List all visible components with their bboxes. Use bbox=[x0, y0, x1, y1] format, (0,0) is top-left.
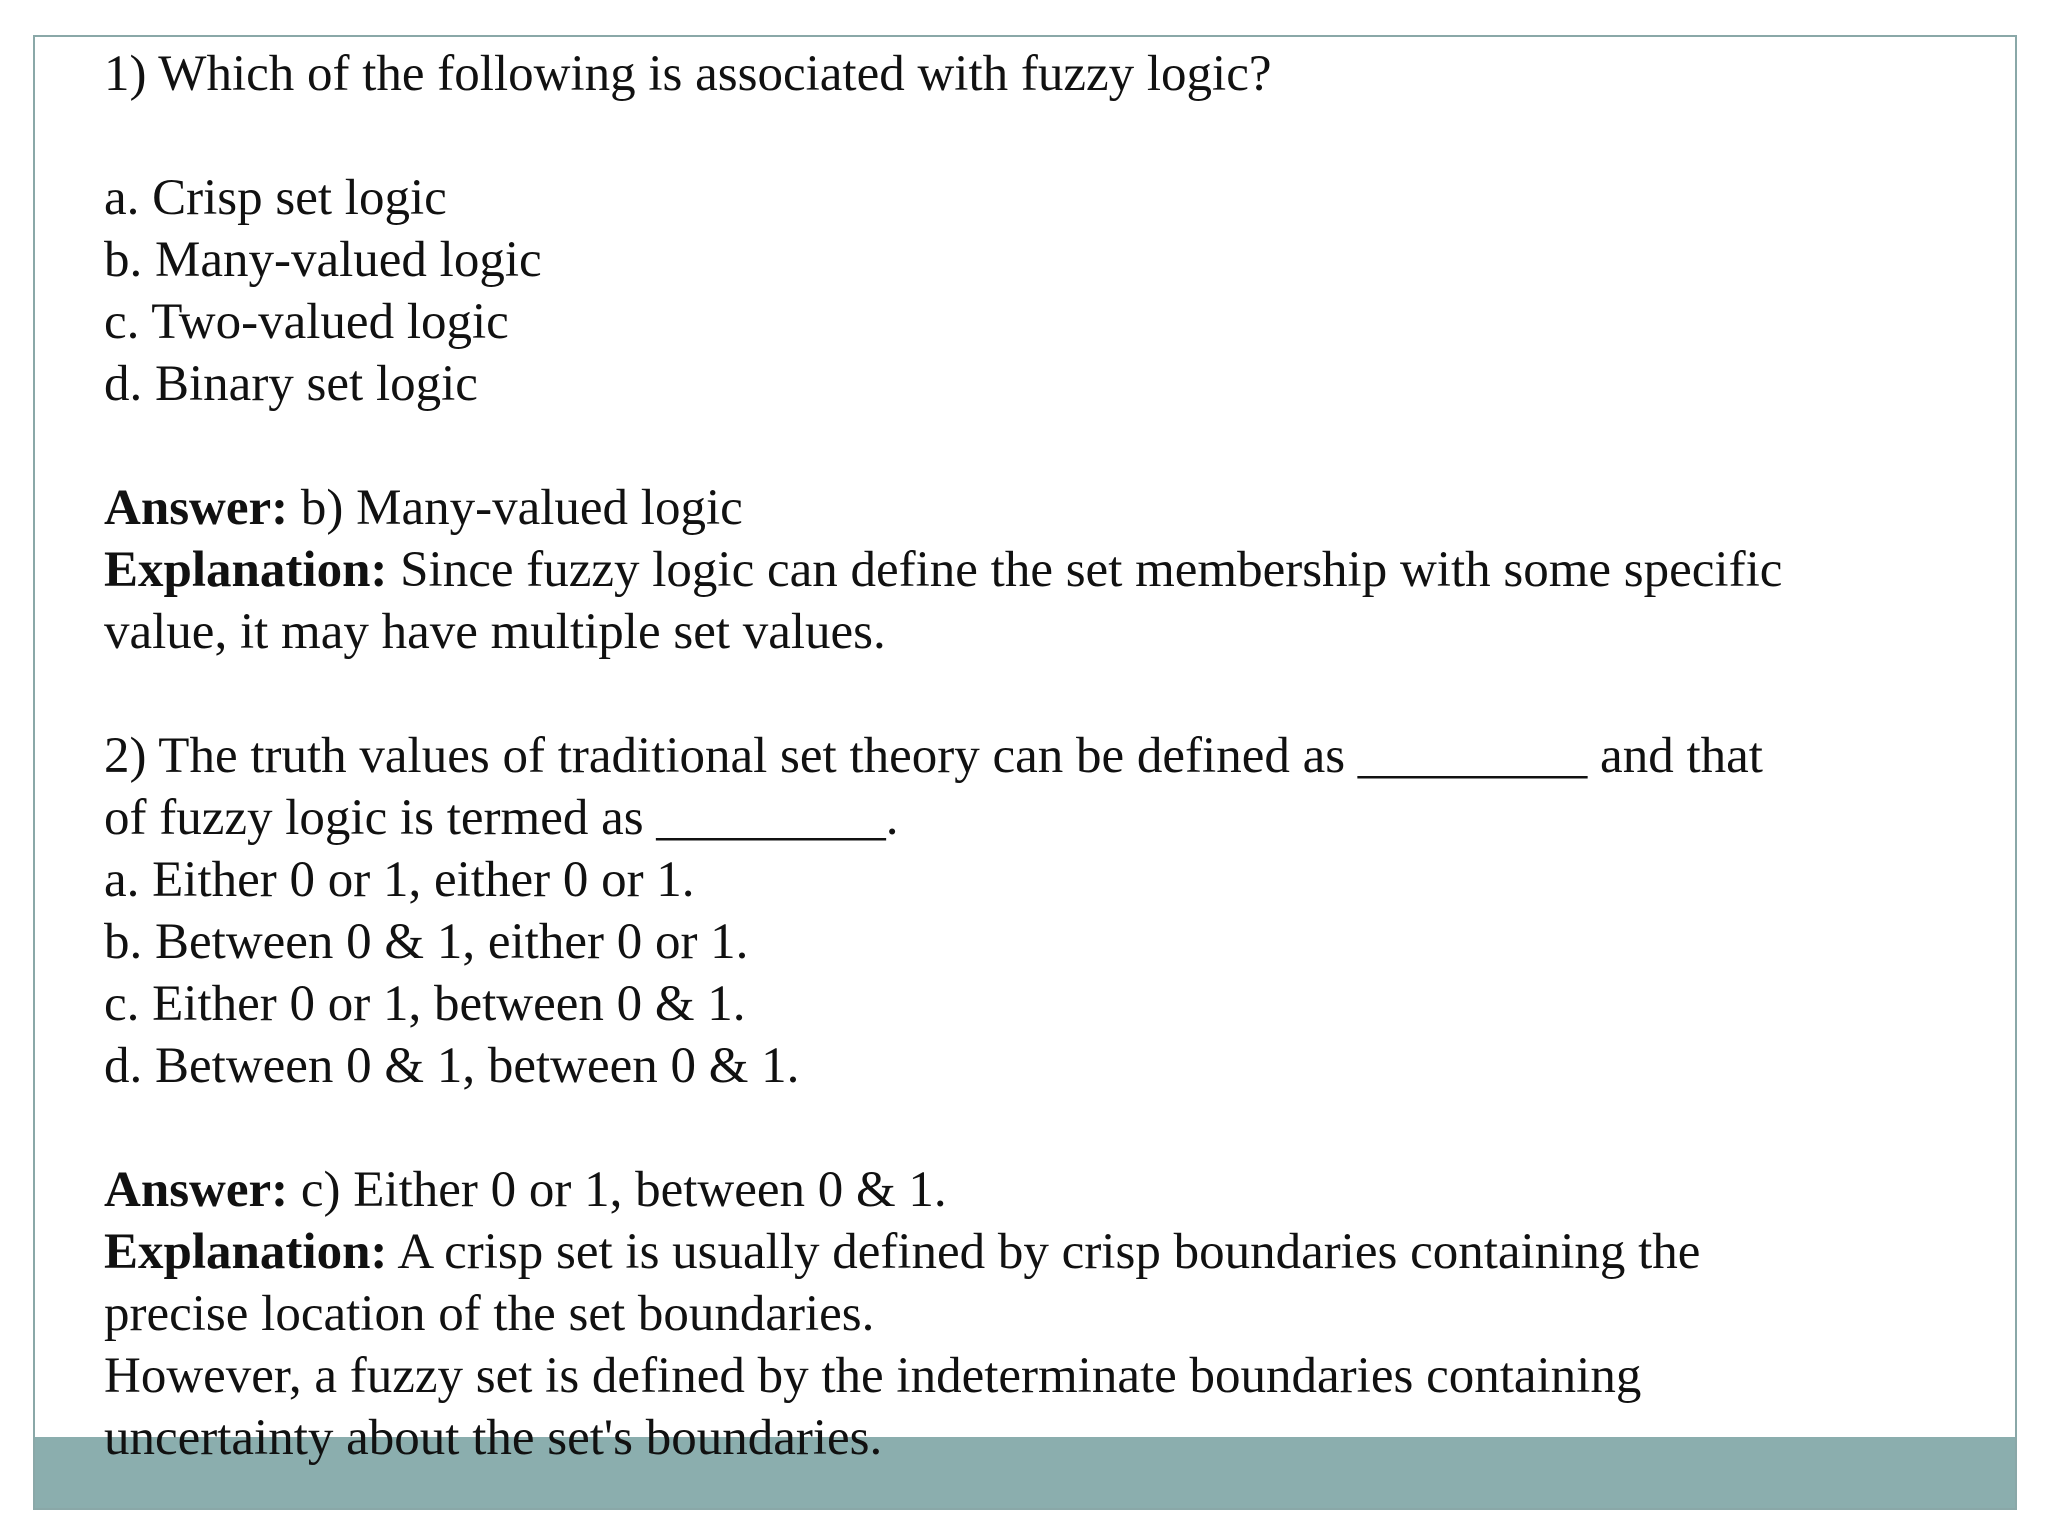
q1-option-d: d. Binary set logic bbox=[104, 356, 478, 412]
slide-content bbox=[104, 43, 2016, 1469]
q1-option-a: a. Crisp set logic bbox=[104, 170, 447, 226]
q1-answer-label: Answer: bbox=[104, 480, 289, 536]
q2-option-d: d. Between 0 & 1, between 0 & 1. bbox=[104, 1038, 800, 1094]
q1-option-b: b. Many-valued logic bbox=[104, 232, 542, 288]
q1-option-c: c. Two-valued logic bbox=[104, 294, 509, 350]
q2-answer bbox=[104, 1159, 2016, 1221]
q2-explanation-cont3: uncertainty about the set's boundaries. bbox=[104, 1410, 883, 1466]
q1-explanation-cont: value, it may have multiple set values. bbox=[104, 604, 886, 660]
q1-explanation-text: Since fuzzy logic can define the set membership with some specific bbox=[387, 542, 1783, 598]
q1-explanation-label: Explanation: bbox=[104, 542, 388, 598]
q2-option-b: b. Between 0 & 1, either 0 or 1. bbox=[104, 914, 749, 970]
q2-question-line1: 2) The truth values of traditional set theory can be defined as _________ and that bbox=[104, 728, 1763, 784]
q1-question: 1) Which of the following is associated with fuzzy logic? bbox=[104, 46, 1272, 102]
spacer bbox=[104, 105, 2016, 167]
spacer bbox=[104, 663, 2016, 725]
q1-answer bbox=[104, 477, 2016, 539]
q2-option-c: c. Either 0 or 1, between 0 & 1. bbox=[104, 976, 746, 1032]
q2-option-a: a. Either 0 or 1, either 0 or 1. bbox=[104, 852, 695, 908]
q2-explanation-cont2: However, a fuzzy set is defined by the indeterminate boundaries containing bbox=[104, 1348, 1642, 1404]
slide bbox=[33, 35, 2017, 1510]
q2-explanation-label: Explanation: bbox=[104, 1224, 388, 1280]
q1-explanation bbox=[104, 539, 2016, 601]
spacer bbox=[104, 415, 2016, 477]
q1-answer-text: b) Many-valued logic bbox=[288, 480, 743, 536]
q2-question-line2: of fuzzy logic is termed as _________. bbox=[104, 790, 899, 846]
spacer bbox=[104, 1097, 2016, 1159]
q2-explanation-cont1: precise location of the set boundaries. bbox=[104, 1286, 875, 1342]
q2-answer-label: Answer: bbox=[104, 1162, 289, 1218]
q2-answer-text: c) Either 0 or 1, between 0 & 1. bbox=[288, 1162, 947, 1218]
q2-explanation-text: A crisp set is usually defined by crisp boundaries containing the bbox=[387, 1224, 1701, 1280]
q2-explanation bbox=[104, 1221, 2016, 1283]
